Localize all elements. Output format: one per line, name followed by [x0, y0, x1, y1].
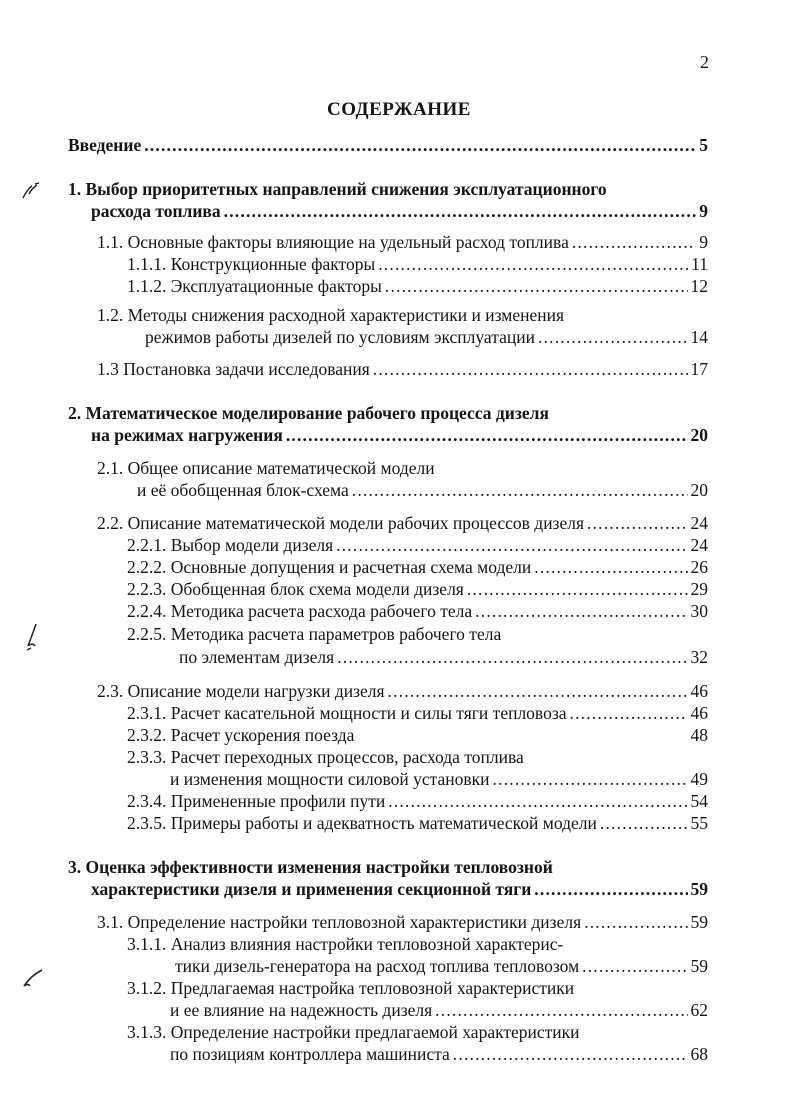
- leader-dots: [467, 579, 688, 600]
- toc-chapter-2: [91, 425, 708, 447]
- toc-entry-3-1-2: [170, 1000, 708, 1022]
- leader-dots: [435, 1000, 687, 1021]
- toc-entry-text: тики дизель-генератора на расход топлива тепловозом: [175, 956, 580, 976]
- toc-page-number: 59: [690, 879, 708, 899]
- leader-dots: [224, 201, 697, 222]
- leader-dots: [352, 480, 688, 501]
- toc-entry-3-1-2-line1: 3.1.2. Предлагаемая настройка тепловозной характеристики: [127, 978, 575, 998]
- toc-entry-3-1-3: [170, 1044, 708, 1066]
- toc-entry-2-2: [97, 513, 708, 535]
- toc-entry-text: режимов работы дизелей по условиям эксплуатации: [145, 327, 535, 347]
- margin-pen-mark: [20, 180, 42, 202]
- toc-page-number: 9: [699, 232, 708, 252]
- toc-entry-2-3-3: [170, 769, 708, 791]
- toc-entry-3-1-3-line1: 3.1.3. Определение настройки предлагаемой характеристики: [127, 1022, 580, 1042]
- leader-dots: [373, 359, 688, 380]
- toc-entry-text: 3.1. Определение настройки тепловозной характеристики дизеля: [97, 912, 582, 932]
- leader-dots: [144, 135, 696, 156]
- toc-entry-text: 2.2. Описание математической модели рабочих процессов дизеля: [97, 513, 585, 533]
- toc-page-number: 55: [690, 813, 708, 833]
- leader-dots: [286, 425, 688, 446]
- toc-page-number: 48: [690, 725, 708, 745]
- toc-page-number: 46: [690, 703, 708, 723]
- toc-entry-text: 2.2.3. Обобщенная блок схема модели дизеля: [127, 579, 464, 599]
- toc-page-number: 9: [699, 201, 708, 221]
- toc-entry-1-1-2: [127, 276, 708, 298]
- leader-dots: [388, 791, 687, 812]
- toc-page-number: 24: [690, 513, 708, 533]
- toc-page-number: 59: [690, 912, 708, 932]
- leader-dots: [572, 232, 696, 253]
- toc-page-number: 54: [690, 791, 708, 811]
- toc-entry-text: 1.1.2. Эксплуатационные факторы: [127, 276, 382, 296]
- toc-entry-1-2-line1: 1.2. Методы снижения расходной характеристики и изменения: [97, 305, 564, 325]
- page-title: СОДЕРЖАНИЕ: [327, 99, 471, 120]
- leader-dots: [385, 276, 688, 297]
- toc-entry-3-1: [97, 912, 708, 934]
- toc-entry-1-2: [145, 327, 708, 349]
- toc-entry-2-3-4: [127, 791, 708, 813]
- toc-entry-2-2-5: [179, 647, 708, 669]
- toc-entry-1-1-1: [127, 254, 708, 276]
- toc-entry-text: 2.2.1. Выбор модели дизеля: [127, 535, 334, 555]
- toc-entry-text: и её обобщенная блок-схема: [137, 480, 349, 500]
- leader-dots: [378, 254, 688, 275]
- toc-chapter-3: [91, 879, 708, 901]
- toc-page-number: 24: [690, 535, 708, 555]
- toc-entry-text: 2.3.4. Примененные профили пути: [127, 791, 386, 811]
- toc-entry-1-3: [97, 359, 708, 381]
- leader-dots: [475, 601, 687, 622]
- toc-page-number: 14: [690, 327, 708, 347]
- toc-page-number: 20: [690, 480, 708, 500]
- leader-dots: [600, 813, 688, 834]
- toc-entry-text: 2.3.2. Расчет ускорения поезда: [127, 725, 355, 745]
- margin-pen-mark: [22, 622, 44, 652]
- toc-entry-1-1: [97, 232, 708, 254]
- toc-chapter-1: [91, 201, 708, 223]
- toc-entry-2-3-5: [127, 813, 708, 835]
- toc-entry-text: Введение: [68, 135, 142, 155]
- margin-pen-mark: [20, 966, 46, 990]
- toc-entry-text: 1.3 Постановка задачи исследования: [97, 359, 370, 379]
- toc-page-number: 49: [690, 769, 708, 789]
- toc-page-number: 46: [690, 681, 708, 701]
- leader-dots: [570, 703, 688, 724]
- toc-page-number: 20: [690, 425, 708, 445]
- toc-page-number: 17: [690, 359, 708, 379]
- toc-entry-text: по позициям контроллера машиниста: [170, 1044, 450, 1064]
- leader-dots: [587, 513, 687, 534]
- toc-page-number: 12: [690, 276, 708, 296]
- toc-entry-text: 1.1.1. Конструкционные факторы: [127, 254, 376, 274]
- toc-entry-2-2-5-line1: 2.2.5. Методика расчета параметров рабочего тела: [127, 624, 502, 644]
- toc-entry-2-2-3: [127, 579, 708, 601]
- leader-dots: [337, 647, 687, 668]
- leader-dots: [584, 912, 687, 933]
- toc-chapter-2-line1: 2. Математическое моделирование рабочего процесса дизеля: [68, 403, 549, 423]
- toc-page-number: 11: [691, 254, 708, 274]
- toc-entry-text: 1.1. Основные факторы влияющие на удельный расход топлива: [97, 232, 569, 252]
- leader-dots: [534, 879, 687, 900]
- toc-entry-text: 2.3.5. Примеры работы и адекватность математической модели: [127, 813, 597, 833]
- toc-entry-text: и изменения мощности силовой установки: [170, 769, 490, 789]
- leader-dots: [453, 1044, 688, 1065]
- toc-page-number: 26: [690, 557, 708, 577]
- toc-page-number: 62: [690, 1000, 708, 1020]
- toc-entry-text: 2.3. Описание модели нагрузки дизеля: [97, 681, 385, 701]
- toc-page-number: 32: [690, 647, 708, 667]
- toc-entry-text: расхода топлива: [91, 201, 221, 221]
- leader-dots: [336, 535, 687, 556]
- toc-entry-text: на режимах нагружения: [91, 425, 283, 445]
- toc-entry-2-3: [97, 681, 708, 703]
- toc-entry-intro: [68, 135, 708, 157]
- toc-entry-2-2-4: [127, 601, 708, 623]
- toc-entry-text: и ее влияние на надежность дизеля: [170, 1000, 433, 1020]
- toc-chapter-1-line1: 1. Выбор приоритетных направлений снижения эксплуатационного: [68, 179, 607, 199]
- toc-entry-2-3-2: [127, 725, 708, 747]
- leader-dots: [538, 327, 688, 348]
- toc-entry-3-1-1-line1: 3.1.1. Анализ влияния настройки тепловозной характерис-: [127, 934, 564, 954]
- toc-entry-text: по элементам дизеля: [179, 647, 335, 667]
- toc-entry-2-3-3-line1: 2.3.3. Расчет переходных процессов, расхода топлива: [127, 747, 524, 767]
- leader-dots: [388, 681, 688, 702]
- toc-entry-2-2-1: [127, 535, 708, 557]
- leader-dots: [493, 769, 688, 790]
- leader-dots: [582, 956, 687, 977]
- toc-entry-2-2-2: [127, 557, 708, 579]
- toc-page-number: 5: [699, 135, 708, 155]
- leader-dots: [534, 557, 687, 578]
- toc-entry-2-3-1: [127, 703, 708, 725]
- toc-entry-text: характеристики дизеля и применения секционной тяги: [91, 879, 532, 899]
- page-number: 2: [700, 52, 709, 72]
- toc-entry-3-1-1: [175, 956, 708, 978]
- toc-entry-text: 2.2.4. Методика расчета расхода рабочего тела: [127, 601, 473, 621]
- toc-page-number: 29: [690, 579, 708, 599]
- toc-entry-text: 2.2.2. Основные допущения и расчетная схема модели: [127, 557, 532, 577]
- toc-page-number: 68: [690, 1044, 708, 1064]
- toc-chapter-3-line1: 3. Оценка эффективности изменения настройки тепловозной: [68, 857, 553, 877]
- toc-page-number: 59: [690, 956, 708, 976]
- toc-entry-2-1: [137, 480, 708, 502]
- toc-entry-text: 2.3.1. Расчет касательной мощности и силы тяги тепловоза: [127, 703, 567, 723]
- toc-entry-2-1-line1: 2.1. Общее описание математической модели: [97, 458, 435, 478]
- toc-page-number: 30: [690, 601, 708, 621]
